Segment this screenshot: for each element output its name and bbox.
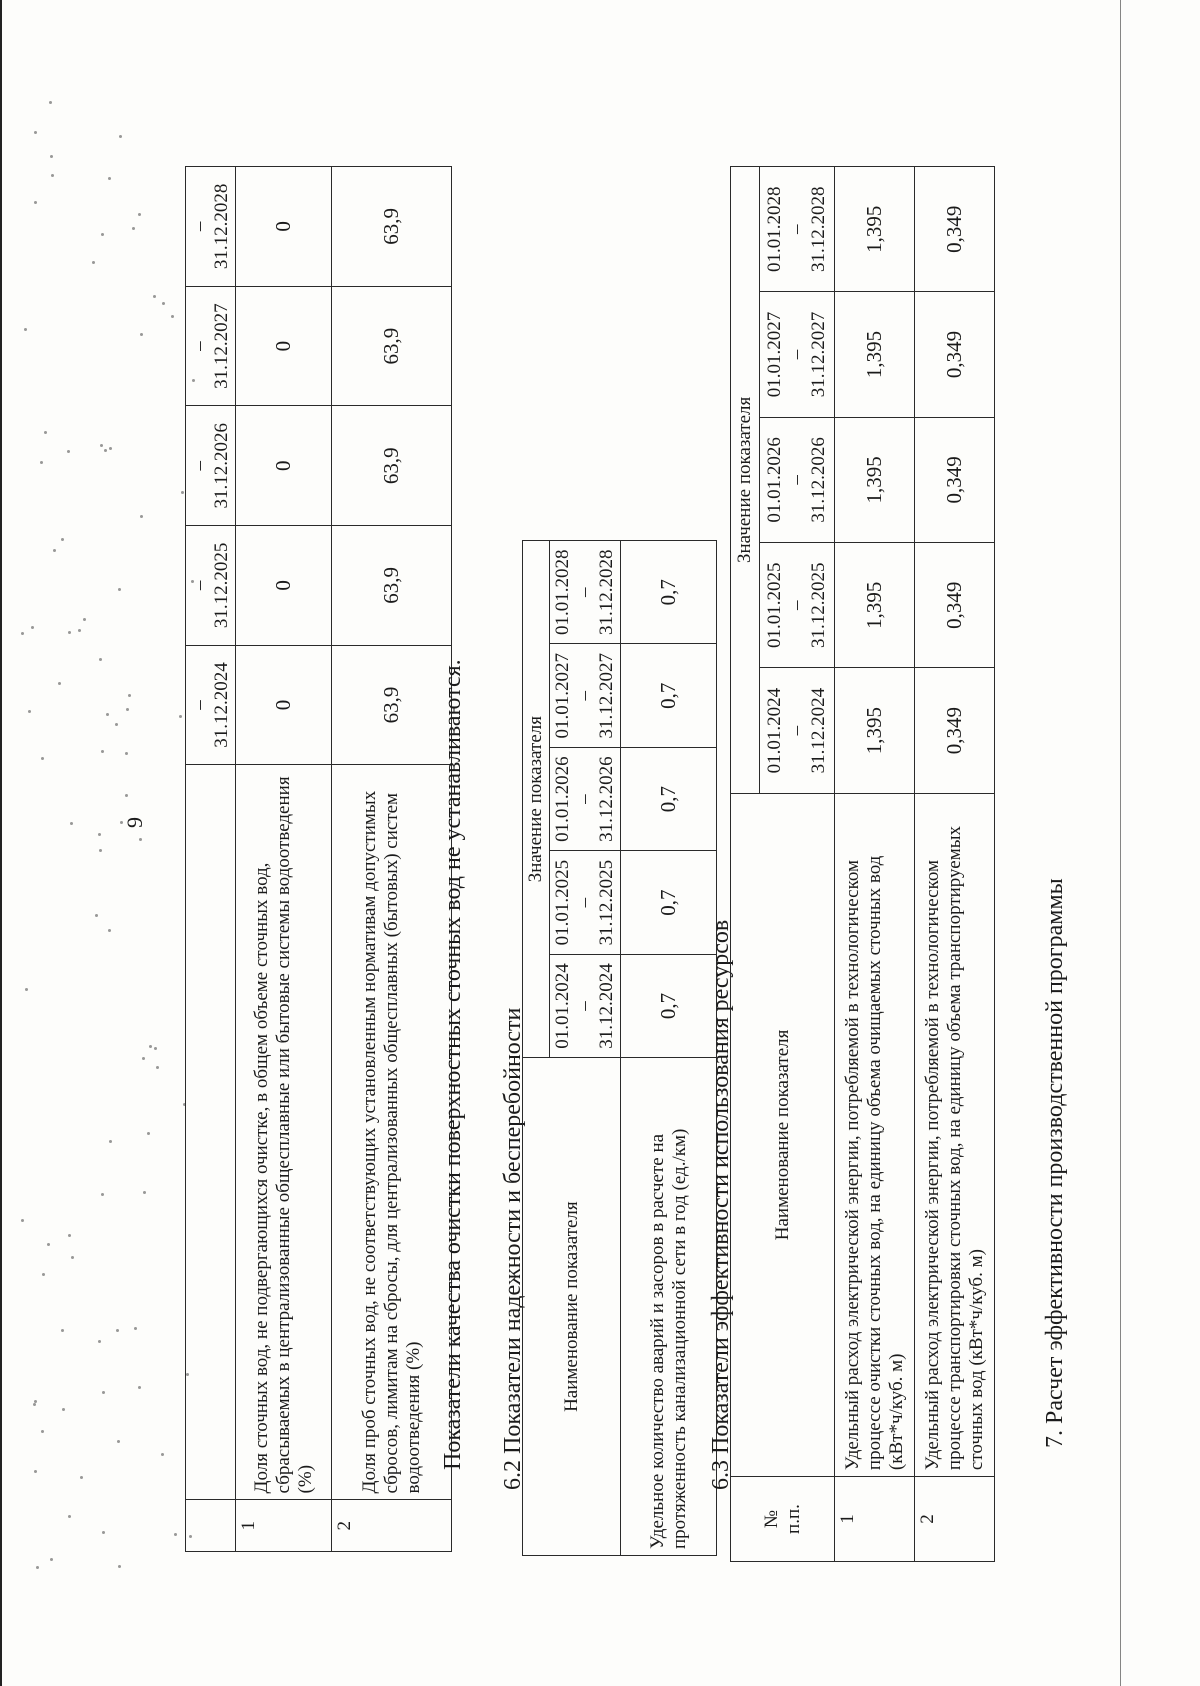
indicator-value: 0,349 [915,417,995,542]
period-header: – 31.12.2025 [186,526,236,646]
table-row [915,167,995,1562]
table-row [621,541,717,1556]
indicator-name: Удельный расход электрической энергии, потребляемой в технологическом процессе транспортировки сточных вод, на единицу объема транспортируемых сточных вод (кВт*ч/куб. м) [915,793,995,1476]
indicator-value: 63,9 [332,645,452,765]
period-header: 01.01.2026 – 31.12.2026 [760,417,835,542]
section-heading-calculation: 7. Расчет эффективности производственной программы [1042,878,1068,1448]
row-number: 1 [835,1477,915,1562]
indicator-value: 0,7 [621,851,717,954]
section-heading-resources: 6.3 Показатели эффективности использования ресурсов [708,919,734,1490]
indicator-value: 1,395 [835,417,915,542]
indicator-value: 0,349 [915,543,995,668]
row-number: 1 [236,1500,332,1552]
indicator-value: 1,395 [835,292,915,417]
indicator-value: 1,395 [835,668,915,793]
indicator-value: 0,349 [915,668,995,793]
period-header: 01.01.2025 – 31.12.2025 [760,543,835,668]
header-cell-blank [186,1500,236,1552]
indicator-value: 0 [236,167,332,287]
indicator-value: 63,9 [332,286,452,406]
indicator-value: 1,395 [835,167,915,292]
indicator-name: Доля сточных вод, не подвергающихся очистке, в общем объеме сточных вод, сбрасываемых в централизованные общесплавные или бытовые системы водоотведения (%) [236,765,332,1500]
section-heading-reliability: 6.2 Показатели надежности и бесперебойности [500,1007,526,1490]
indicator-name: Удельное количество аварий и засоров в расчете на протяженность канализационной сети в год (ед./км) [621,1058,717,1556]
period-header: 01.01.2024 – 31.12.2024 [550,954,621,1057]
page-number: 9 [122,817,147,828]
indicator-value: 1,395 [835,543,915,668]
indicator-value: 0 [236,645,332,765]
indicator-value: 63,9 [332,526,452,646]
period-header: 01.01.2027 – 31.12.2027 [550,644,621,747]
period-header: – 31.12.2024 [186,645,236,765]
period-header: 01.01.2028 – 31.12.2028 [760,167,835,292]
indicator-value: 0 [236,526,332,646]
indicator-value: 0 [236,406,332,526]
number-column-header: № п.п. [731,1477,835,1562]
indicator-name: Доля проб сточных вод, не соответствующих установленным нормативам допустимых сбросов, лимитам на сбросы, для централизованных общесплавных (бытовых) систем водоотведения (%) [332,765,452,1500]
period-header: 01.01.2026 – 31.12.2026 [550,747,621,850]
indicator-value: 0,7 [621,747,717,850]
indicator-value: 63,9 [332,406,452,526]
indicator-value: 0 [236,286,332,406]
period-header: – 31.12.2028 [186,167,236,287]
header-cell-blank [186,765,236,1500]
period-header: 01.01.2025 – 31.12.2025 [550,851,621,954]
period-header: 01.01.2024 – 31.12.2024 [760,668,835,793]
name-column-header: Наименование показателя [731,793,835,1476]
resource-efficiency-table [730,166,995,1562]
indicator-value: 0,7 [621,954,717,1057]
period-header: 01.01.2028 – 31.12.2028 [550,541,621,645]
table-row [332,167,452,1552]
wastewater-quality-table [185,166,452,1552]
table-row [236,167,332,1552]
indicator-value: 0,349 [915,167,995,292]
indicator-value: 63,9 [332,167,452,287]
table-header-row [523,541,550,1556]
reliability-table [522,540,717,1556]
table-header-row [731,167,760,1562]
table-header-row [186,167,236,1552]
name-column-header: Наименование показателя [523,1058,621,1556]
indicator-value: 0,349 [915,292,995,417]
indicator-value: 0,7 [621,541,717,645]
value-group-header: Значение показателя [523,541,550,1058]
surface-water-note: Показатели качества очистки поверхностных сточных вод не устанавливаются. [440,659,466,1470]
indicator-name: Удельный расход электрической энергии, потребляемой в технологическом процессе очистки сточных вод, на единицу объема очищаемых сточных вод (кВт*ч/куб. м) [835,793,915,1476]
value-group-header: Значение показателя [731,167,760,794]
row-number: 2 [915,1477,995,1562]
row-number: 2 [332,1500,452,1552]
period-header: 01.01.2027 – 31.12.2027 [760,292,835,417]
period-header: – 31.12.2027 [186,286,236,406]
period-header: – 31.12.2026 [186,406,236,526]
indicator-value: 0,7 [621,644,717,747]
table-row [835,167,915,1562]
